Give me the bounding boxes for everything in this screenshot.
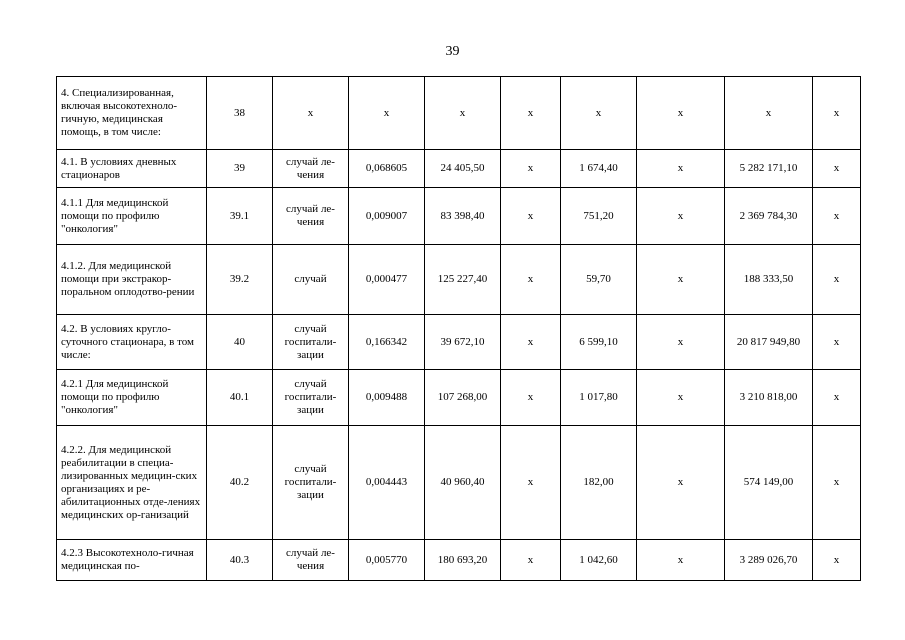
row-col9: х (813, 426, 861, 540)
row-col5: х (501, 150, 561, 188)
row-col5: х (501, 426, 561, 540)
row-col7: х (637, 315, 725, 370)
row-col7: х (637, 540, 725, 581)
row-unit: случай (273, 245, 349, 315)
row-col7: х (637, 150, 725, 188)
row-line: 39 (207, 150, 273, 188)
page-number: 39 (445, 44, 460, 59)
row-name: 4.1. В условиях дневных стационаров (57, 150, 207, 188)
row-volume: 0,004443 (349, 426, 425, 540)
row-col9: х (813, 370, 861, 426)
row-line: 40.1 (207, 370, 273, 426)
row-name: 4.1.1 Для медицинской помощи по профилю "онкология" (57, 188, 207, 245)
table-row (57, 77, 861, 150)
row-col6: х (561, 77, 637, 150)
row-col6: 1 042,60 (561, 540, 637, 581)
row-name: 4.2.1 Для медицинской помощи по профилю "онкология" (57, 370, 207, 426)
row-col9: х (813, 77, 861, 150)
row-col5: х (501, 540, 561, 581)
data-table (56, 76, 861, 581)
table-row (57, 315, 861, 370)
row-line: 40 (207, 315, 273, 370)
table-row (57, 150, 861, 188)
row-line: 39.2 (207, 245, 273, 315)
row-cost: 24 405,50 (425, 150, 501, 188)
row-col7: х (637, 426, 725, 540)
row-name: 4.2. В условиях кругло-суточного стационара, в том числе: (57, 315, 207, 370)
row-cost: 180 693,20 (425, 540, 501, 581)
row-col5: х (501, 245, 561, 315)
row-volume: 0,005770 (349, 540, 425, 581)
row-col8: 188 333,50 (725, 245, 813, 315)
row-name: 4. Специализированная, включая высокотехноло-гичную, медицинская помощь, в том числе: (57, 77, 207, 150)
row-line: 40.2 (207, 426, 273, 540)
row-col9: х (813, 245, 861, 315)
row-col8: 3 210 818,00 (725, 370, 813, 426)
row-cost: х (425, 77, 501, 150)
row-col6: 6 599,10 (561, 315, 637, 370)
row-name: 4.1.2. Для медицинской помощи при экстракор-поральном оплодотво-рении (57, 245, 207, 315)
row-col5: х (501, 188, 561, 245)
row-unit: случай госпитали-зации (273, 370, 349, 426)
row-cost: 125 227,40 (425, 245, 501, 315)
row-col6: 1 674,40 (561, 150, 637, 188)
row-unit: случай ле-чения (273, 150, 349, 188)
row-line: 38 (207, 77, 273, 150)
row-volume: 0,009488 (349, 370, 425, 426)
row-name: 4.2.2. Для медицинской реабилитации в специа-лизированных медицин-ских организациях и ре-абилитационных отде-лениях медицинских ор-ганизаций (57, 426, 207, 540)
row-col5: х (501, 315, 561, 370)
row-name: 4.2.3 Высокотехноло-гичная медицинская по- (57, 540, 207, 581)
row-cost: 40 960,40 (425, 426, 501, 540)
row-unit: х (273, 77, 349, 150)
row-line: 40.3 (207, 540, 273, 581)
row-col6: 751,20 (561, 188, 637, 245)
table-row (57, 370, 861, 426)
row-cost: 83 398,40 (425, 188, 501, 245)
row-col8: 2 369 784,30 (725, 188, 813, 245)
row-col5: х (501, 77, 561, 150)
table-row (57, 245, 861, 315)
row-unit: случай госпитали-зации (273, 315, 349, 370)
row-volume: х (349, 77, 425, 150)
row-col5: х (501, 370, 561, 426)
row-col9: х (813, 540, 861, 581)
row-col7: х (637, 188, 725, 245)
row-unit: случай ле-чения (273, 540, 349, 581)
row-volume: 0,068605 (349, 150, 425, 188)
row-col8: 3 289 026,70 (725, 540, 813, 581)
row-col7: х (637, 245, 725, 315)
row-col6: 1 017,80 (561, 370, 637, 426)
table-row (57, 426, 861, 540)
row-volume: 0,009007 (349, 188, 425, 245)
row-col7: х (637, 370, 725, 426)
row-col8: 20 817 949,80 (725, 315, 813, 370)
row-cost: 39 672,10 (425, 315, 501, 370)
row-cost: 107 268,00 (425, 370, 501, 426)
table-row (57, 188, 861, 245)
row-col8: 574 149,00 (725, 426, 813, 540)
row-col9: х (813, 315, 861, 370)
row-col6: 59,70 (561, 245, 637, 315)
row-col8: 5 282 171,10 (725, 150, 813, 188)
row-col6: 182,00 (561, 426, 637, 540)
row-col9: х (813, 188, 861, 245)
row-unit: случай госпитали-зации (273, 426, 349, 540)
row-col9: х (813, 150, 861, 188)
row-col7: х (637, 77, 725, 150)
table-row (57, 540, 861, 581)
row-volume: 0,166342 (349, 315, 425, 370)
row-volume: 0,000477 (349, 245, 425, 315)
row-line: 39.1 (207, 188, 273, 245)
row-unit: случай ле-чения (273, 188, 349, 245)
row-col8: х (725, 77, 813, 150)
